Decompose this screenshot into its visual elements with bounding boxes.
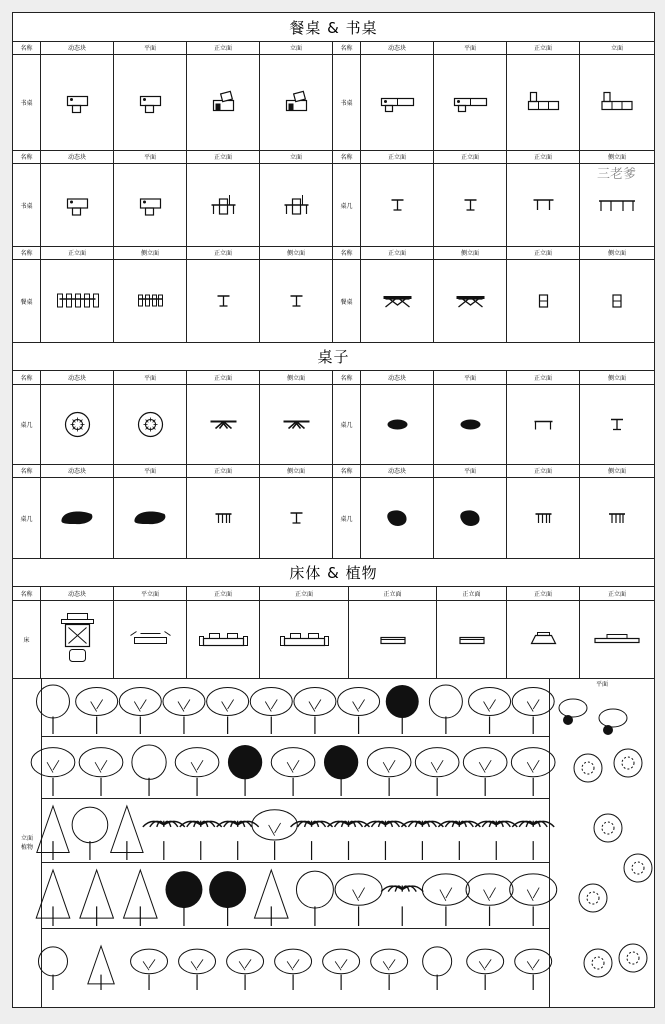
block-drawing (361, 260, 433, 342)
block-drawing (114, 164, 186, 246)
column-header: 动态块 (41, 371, 114, 384)
tree-elevation (275, 949, 312, 990)
column-header: 正立面 (187, 464, 260, 477)
drawing-cell (260, 55, 333, 150)
tree-elevation (422, 874, 469, 926)
tree-elevation (119, 688, 161, 735)
column-header: 正立面 (187, 41, 260, 54)
table-row-3 (13, 260, 654, 343)
row-name: 桌几 (20, 422, 33, 429)
tree-elevation (466, 874, 513, 926)
tree-elevation (381, 886, 423, 926)
block-drawing (260, 385, 332, 464)
row-name-cell (333, 164, 361, 246)
tree-elevation (254, 870, 288, 926)
row-name-cell (13, 55, 41, 150)
tree-elevation (271, 748, 315, 796)
drawing-cell (260, 601, 349, 678)
tree-elevation (328, 821, 370, 860)
block-drawing (260, 601, 348, 678)
drawing-sheet (12, 12, 655, 1008)
plant-plan-symbol (594, 814, 622, 842)
column-header: 侧立面 (607, 468, 626, 475)
tree-elevation (175, 748, 219, 796)
column-header: 正立面 (361, 246, 434, 259)
column-header: 动态块 (41, 587, 114, 600)
tree-elevation (37, 685, 70, 734)
drawing-cell (361, 260, 434, 342)
tree-elevation (207, 688, 249, 735)
tree-elevation (510, 874, 557, 926)
plant-plan-symbol (559, 699, 587, 725)
block-drawing (361, 478, 433, 558)
drawing-cell (260, 260, 333, 342)
row-name: 餐桌 (20, 298, 33, 306)
column-header: 正立面 (260, 587, 349, 600)
block-drawing (507, 385, 579, 464)
drawing-cell (114, 55, 187, 150)
column-header: 名称 (13, 587, 41, 600)
drawing-cell (361, 164, 434, 246)
plant-plan-symbol (584, 949, 612, 977)
block-drawing (507, 601, 579, 678)
section-title-text: 餐桌 & 书桌 (289, 18, 378, 37)
drawing-cell (114, 164, 187, 246)
column-header: 名称 (13, 150, 41, 163)
tree-elevation (364, 821, 406, 860)
plant-plan-symbol (599, 709, 627, 735)
column-header: 正立面 (187, 246, 260, 259)
tree-elevation (423, 947, 452, 990)
table-row-5 (13, 478, 654, 559)
block-drawing (349, 601, 436, 678)
drawing-cell (41, 55, 114, 150)
tree-elevation (38, 947, 67, 990)
block-drawing (187, 385, 259, 464)
row-name: 桌几 (20, 515, 33, 523)
column-header: 名称 (13, 41, 41, 54)
block-drawing (260, 55, 332, 150)
tree-elevation (338, 688, 380, 735)
row-name-cell (333, 385, 361, 464)
drawing-cell (434, 55, 507, 150)
row-name: 床 (23, 637, 30, 644)
row-name: 书桌 (20, 100, 33, 107)
column-header: 立面 (260, 41, 333, 54)
drawing-cell (580, 478, 654, 558)
drawing-cell (349, 601, 437, 678)
row-name: 桌几 (340, 515, 353, 523)
block-drawing (580, 385, 654, 464)
tree-elevation (163, 688, 205, 735)
column-header: 名称 (333, 464, 361, 477)
section-title-text: 桌子 (317, 347, 350, 366)
block-drawing (580, 601, 654, 678)
block-drawing (187, 55, 259, 150)
plan-label: 平面 (595, 680, 608, 688)
tree-elevation (209, 871, 246, 926)
column-header: 名称 (333, 371, 361, 384)
drawing-cell (41, 478, 114, 558)
plant-elevations (13, 678, 654, 1007)
drawing-cell (580, 385, 654, 464)
tree-elevation (463, 748, 507, 796)
column-header: 名称 (13, 464, 41, 477)
plant-plan-symbol (624, 854, 652, 882)
column-header: 正立面 (349, 587, 437, 600)
table-header-row-3 (13, 246, 654, 260)
column-header: 平面 (114, 464, 187, 477)
block-drawing (361, 385, 433, 464)
tree-elevation (296, 871, 333, 926)
section-title-text: 床体 & 植物 (289, 563, 378, 582)
block-drawing (361, 55, 433, 150)
block-drawing (114, 385, 186, 464)
row-name: 餐桌 (340, 298, 353, 306)
tree-elevation (76, 688, 118, 735)
plant-plan-symbol (619, 944, 647, 972)
row-name-cell (13, 385, 41, 464)
block-drawing (580, 260, 654, 342)
tree-elevation (131, 949, 168, 990)
plants-label-line1: 立面 (20, 834, 33, 842)
block-drawing (507, 478, 579, 558)
column-header: 正立面 (507, 464, 580, 477)
tree-elevation (475, 821, 517, 860)
drawing-cell (187, 260, 260, 342)
row-name-cell (333, 478, 361, 558)
drawing-cell (260, 385, 333, 464)
column-header: 名称 (333, 150, 361, 163)
tree-elevation (165, 871, 202, 926)
column-header: 侧立面 (260, 464, 333, 477)
column-header: 动态块 (361, 464, 434, 477)
drawing-cell (41, 260, 114, 342)
column-header: 名称 (333, 246, 361, 259)
tree-elevation (415, 748, 459, 796)
block-drawing (187, 260, 259, 342)
column-header: 平面 (434, 371, 507, 384)
column-header: 名称 (13, 246, 41, 259)
section-title-dining-desk (13, 13, 654, 42)
tree-elevation (111, 806, 143, 860)
drawing-cell (260, 478, 333, 558)
column-header: 平立面 (114, 587, 187, 600)
column-header: 平面 (434, 41, 507, 54)
column-header: 动态块 (41, 41, 114, 54)
row-name-cell (13, 601, 41, 678)
row-name: 桌几 (340, 202, 353, 210)
block-drawing (260, 478, 332, 558)
drawing-cell (114, 385, 187, 464)
drawing-cell (434, 478, 507, 558)
tree-elevation (143, 821, 185, 860)
tree-elevation (401, 821, 443, 860)
block-drawing (114, 478, 186, 558)
drawing-cell (361, 55, 434, 150)
block-drawing (187, 164, 259, 246)
plant-plan-symbol (574, 754, 602, 782)
block-drawing (41, 478, 113, 558)
plants-label-line2: 植物 (20, 843, 33, 851)
table-row-4 (13, 385, 654, 465)
table-header-row-1 (13, 41, 654, 55)
drawing-cell (187, 55, 260, 150)
column-header: 正立面 (434, 150, 507, 163)
column-header: 正立面 (187, 371, 260, 384)
table-row-2 (13, 164, 654, 247)
table-header-row-4 (13, 371, 654, 385)
column-header: 侧立面 (114, 246, 187, 259)
drawing-cell (187, 478, 260, 558)
tree-elevation (429, 685, 462, 734)
section-title-tables (13, 342, 654, 371)
drawing-cell (580, 260, 654, 342)
drawing-cell (580, 55, 654, 150)
tree-elevation (469, 688, 511, 735)
block-drawing (507, 260, 579, 342)
tree-elevation (179, 949, 216, 990)
column-header: 正立面 (507, 587, 580, 600)
column-header: 立面 (610, 45, 623, 52)
block-drawing (114, 260, 186, 342)
column-header: 正立面 (437, 587, 507, 600)
tree-elevation (132, 745, 166, 796)
column-header: 正立面 (507, 246, 580, 259)
block-drawing (41, 260, 113, 342)
row-name-cell (333, 55, 361, 150)
table-row-6 (13, 601, 654, 679)
tree-elevation (88, 946, 114, 990)
tree-elevation (371, 949, 408, 990)
column-header: 正立面 (507, 41, 580, 54)
section-title-beds-plants (13, 558, 654, 587)
drawing-cell (114, 601, 187, 678)
column-header: 正立面 (507, 371, 580, 384)
drawing-cell (361, 478, 434, 558)
table-header-row-5 (13, 464, 654, 478)
drawing-cell (580, 601, 654, 678)
block-drawing (580, 55, 654, 150)
block-drawing (41, 601, 113, 678)
column-header: 动态块 (41, 150, 114, 163)
row-name: 书桌 (20, 202, 33, 210)
tree-elevation (367, 748, 411, 796)
block-drawing (260, 260, 332, 342)
plant-plan-symbol (579, 884, 607, 912)
tree-elevation (31, 748, 75, 796)
row-name-cell (333, 260, 361, 342)
drawing-cell (260, 164, 333, 246)
drawing-cell (187, 385, 260, 464)
drawing-cell (434, 260, 507, 342)
block-drawing (187, 478, 259, 558)
drawing-cell (187, 164, 260, 246)
tree-elevation (512, 821, 554, 860)
drawing-cell (114, 478, 187, 558)
column-header: 侧立面 (607, 154, 626, 161)
column-header: 侧立面 (607, 375, 626, 382)
tree-elevation (72, 807, 108, 860)
drawing-cell (41, 385, 114, 464)
block-drawing (41, 55, 113, 150)
drawing-cell (507, 478, 580, 558)
tree-elevation (323, 949, 360, 990)
tree-elevation (180, 821, 222, 860)
block-drawing (580, 478, 654, 558)
tree-elevation (515, 949, 552, 990)
watermark: 三老爹 (597, 167, 637, 182)
column-header: 正立面 (187, 587, 260, 600)
table-row-1 (13, 55, 654, 151)
column-header: 正立面 (361, 150, 434, 163)
tree-elevation (37, 806, 69, 860)
row-name-cell (13, 260, 41, 342)
block-drawing (437, 601, 506, 678)
column-header: 侧立面 (260, 246, 333, 259)
column-header: 动态块 (361, 41, 434, 54)
row-name-cell (13, 478, 41, 558)
column-header: 正立面 (41, 246, 114, 259)
drawing-cell (41, 164, 114, 246)
tree-elevation (511, 748, 555, 796)
column-header: 平面 (114, 150, 187, 163)
block-drawing (114, 601, 186, 678)
tree-elevation (512, 688, 554, 735)
drawing-cell (507, 601, 580, 678)
tree-elevation (324, 745, 358, 796)
tree-elevation (79, 748, 123, 796)
drawing-cell (434, 385, 507, 464)
column-header: 侧立面 (260, 371, 333, 384)
column-header: 侧立面 (607, 250, 626, 257)
tree-elevation (335, 874, 382, 926)
block-drawing (260, 164, 332, 246)
drawing-cell (507, 260, 580, 342)
column-header: 动态块 (41, 464, 114, 477)
block-drawing (507, 55, 579, 150)
row-name: 桌几 (340, 422, 353, 429)
tree-elevation (36, 870, 70, 926)
tree-elevation (124, 870, 158, 926)
column-header: 动态块 (361, 371, 434, 384)
tree-elevation (80, 870, 114, 926)
tree-elevation (438, 821, 480, 860)
tree-elevation (252, 810, 297, 860)
column-header: 正立面 (187, 150, 260, 163)
block-drawing (41, 164, 113, 246)
tree-elevation (467, 949, 504, 990)
drawing-cell (361, 385, 434, 464)
tree-elevation (227, 949, 264, 990)
tree-elevation (228, 745, 262, 796)
drawing-cell (114, 260, 187, 342)
drawing-cell (434, 164, 507, 246)
block-drawing (361, 164, 433, 246)
row-name-cell (13, 164, 41, 246)
column-header: 名称 (13, 371, 41, 384)
drawing-cell (187, 601, 260, 678)
drawing-cell (41, 601, 114, 678)
column-header: 立面 (260, 150, 333, 163)
tree-elevation (250, 688, 292, 735)
plants-block (13, 678, 654, 1007)
column-header: 名称 (333, 41, 361, 54)
block-drawing (434, 55, 506, 150)
block-drawing (434, 164, 506, 246)
column-header: 正立面 (507, 150, 580, 163)
table-header-row-2 (13, 150, 654, 164)
tree-elevation (386, 685, 419, 734)
column-header: 正立面 (607, 591, 626, 598)
block-drawing (187, 601, 259, 678)
table-header-row-6 (13, 587, 654, 601)
block-drawing (434, 478, 506, 558)
column-header: 平面 (434, 464, 507, 477)
row-name: 书桌 (340, 100, 353, 107)
column-header: 平面 (114, 41, 187, 54)
column-header: 侧立面 (434, 246, 507, 259)
drawing-cell (507, 55, 580, 150)
block-drawing (114, 55, 186, 150)
tree-elevation (294, 688, 336, 735)
block-drawing (434, 260, 506, 342)
block-drawing (434, 385, 506, 464)
drawing-cell (437, 601, 507, 678)
drawing-cell (507, 385, 580, 464)
column-header: 平面 (114, 371, 187, 384)
plant-plan-symbol (614, 749, 642, 777)
block-drawing (507, 164, 579, 246)
block-drawing (41, 385, 113, 464)
drawing-cell (507, 164, 580, 246)
